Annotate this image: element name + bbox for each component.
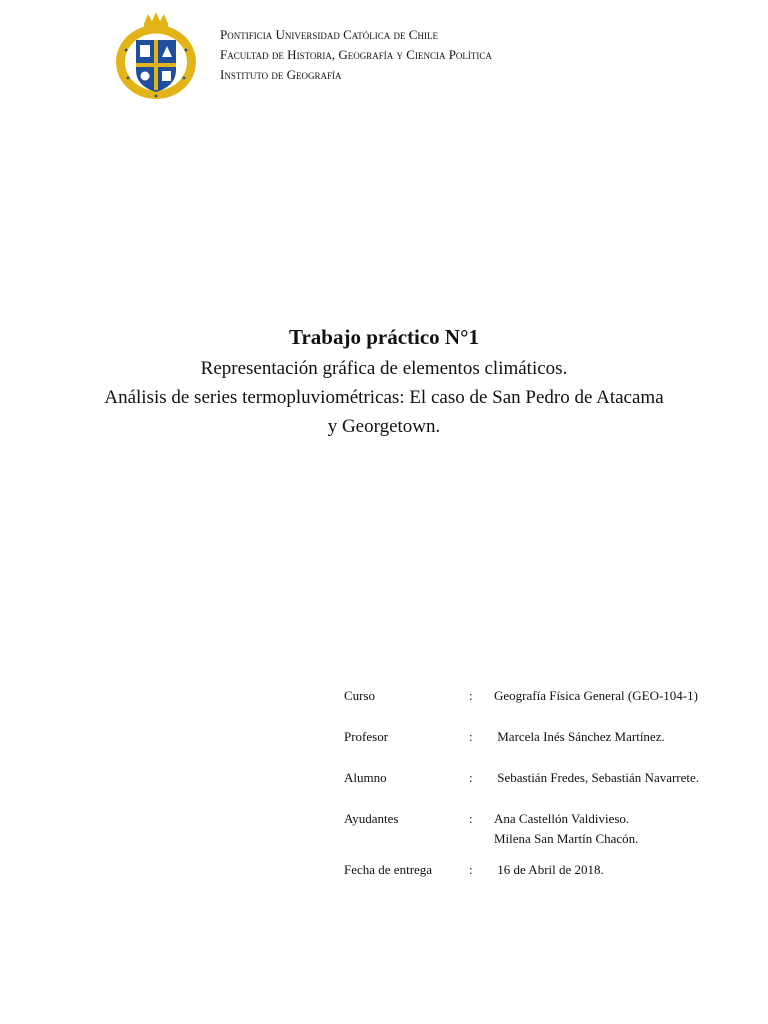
document-subtitle-1: Representación gráfica de elementos climáticos.	[200, 358, 568, 379]
info-label: Fecha de entrega	[344, 862, 433, 877]
faculty-name: Facultad de Historia, Geografía y Ciencia Política	[220, 47, 492, 62]
institution-header	[220, 25, 492, 85]
info-label: Profesor	[344, 729, 389, 744]
info-value: Milena San Martín Chacón.	[494, 831, 639, 846]
info-value: Geografía Física General (GEO-104-1)	[494, 688, 698, 703]
info-separator: :	[469, 811, 473, 826]
info-value-group	[494, 809, 638, 849]
info-label: Curso	[344, 688, 376, 703]
university-name: Pontificia Universidad Católica de Chile	[220, 27, 438, 42]
info-separator: :	[469, 862, 473, 877]
university-crest-icon	[114, 10, 198, 100]
info-row-curso	[344, 686, 699, 727]
document-subtitle-2: Análisis de series termopluviométricas: El caso de San Pedro de Atacama y Georgetown.	[104, 387, 664, 437]
info-separator: :	[469, 770, 473, 785]
info-row-fecha	[344, 860, 699, 901]
document-title: Trabajo práctico N°1	[289, 325, 479, 349]
info-row-profesor	[344, 727, 699, 768]
info-value: Ana Castellón Valdivieso.	[494, 811, 630, 826]
info-row-alumno	[344, 768, 699, 809]
info-label: Ayudantes	[344, 811, 399, 826]
institute-name: Instituto de Geografía	[220, 67, 342, 82]
info-value: Sebastián Fredes, Sebastián Navarrete.	[494, 770, 700, 785]
info-table	[344, 686, 699, 901]
info-value: Marcela Inés Sánchez Martínez.	[494, 729, 665, 744]
info-separator: :	[469, 729, 473, 744]
info-row-ayudantes	[344, 809, 699, 860]
info-separator: :	[469, 688, 473, 703]
title-block	[0, 322, 768, 441]
info-value: 16 de Abril de 2018.	[494, 862, 604, 877]
info-label: Alumno	[344, 770, 387, 785]
